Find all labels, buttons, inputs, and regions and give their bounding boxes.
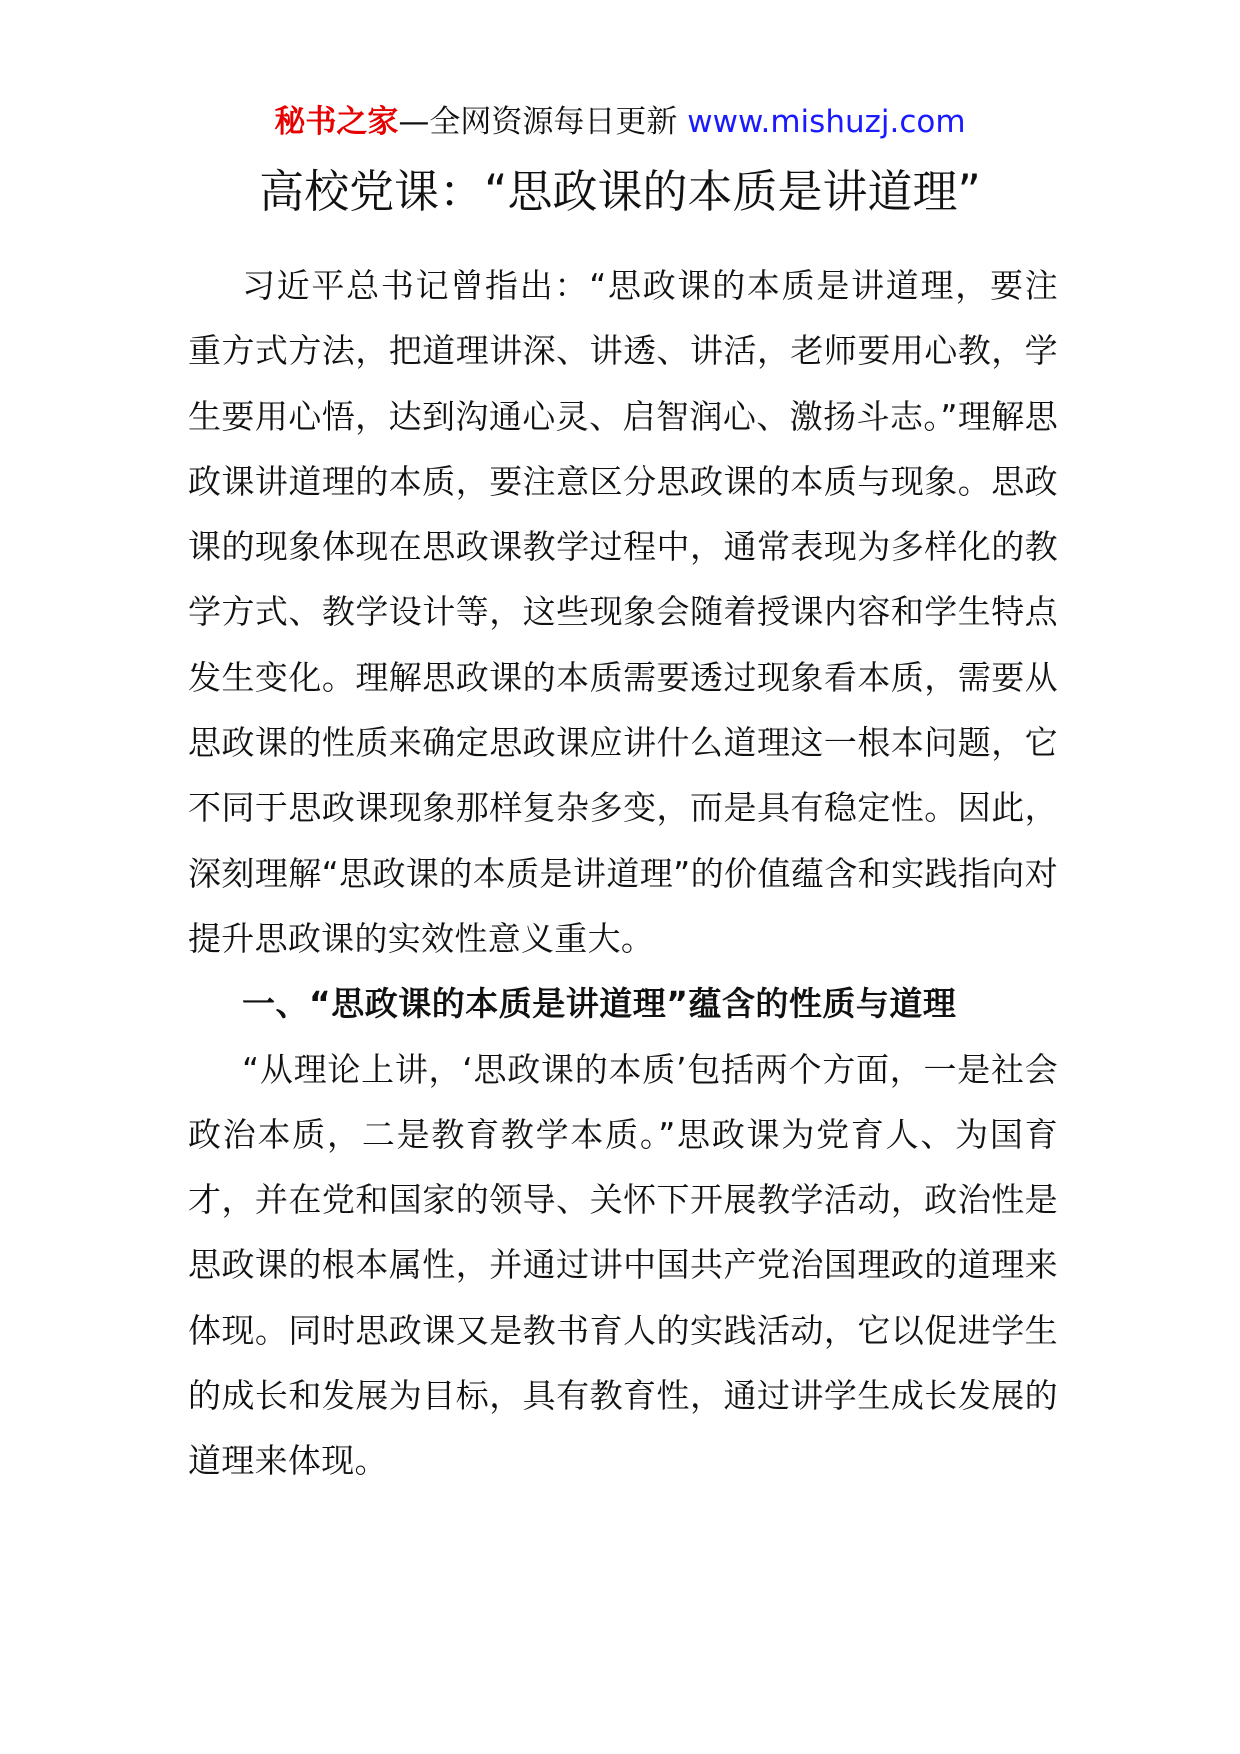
- section-1-paragraph: “从理论上讲，‘思政课的本质’包括两个方面，一是社会政治本质，二是教育教学本质。”思政课为党育人、为国育才，并在党和国家的领导、关怀下开展教学活动，政治性是思政课的根本属性，并通过讲中国共产党治国理政的道理来体现。同时思政课又是教书育人的实践活动，它以促进学生的成长和发展为目标，具有教育性，通过讲学生成长发展的道理来体现。: [188, 1049, 1058, 1481]
- section-heading-1: 一、“思政课的本质是讲道理”蕴含的性质与道理: [242, 984, 957, 1024]
- document-body: [188, 253, 1058, 1494]
- document-title: 高校党课：“思政课的本质是讲道理”: [259, 165, 981, 218]
- header-tagline: —全网资源每日更新: [398, 104, 688, 140]
- site-url-link[interactable]: www.mishuzj.com: [687, 104, 966, 140]
- brand-name: 秘书之家: [274, 104, 399, 140]
- site-header: [0, 100, 1240, 144]
- intro-paragraph: 习近平总书记曾指出：“思政课的本质是讲道理，要注重方式方法，把道理讲深、讲透、讲活，老师要用心教，学生要用心悟，达到沟通心灵、启智润心、激扬斗志。”理解思政课讲道理的本质，要注意区分思政课的本质与现象。思政课的现象体现在思政课教学过程中，通常表现为多样化的教学方式、教学设计等，这些现象会随着授课内容和学生特点发生变化。理解思政课的本质需要透过现象看本质，需要从思政课的性质来确定思政课应讲什么道理这一根本问题，它不同于思政课现象那样复杂多变，而是具有稳定性。因此，深刻理解“思政课的本质是讲道理”的价值蕴含和实践指向对提升思政课的实效性意义重大。: [188, 266, 1058, 958]
